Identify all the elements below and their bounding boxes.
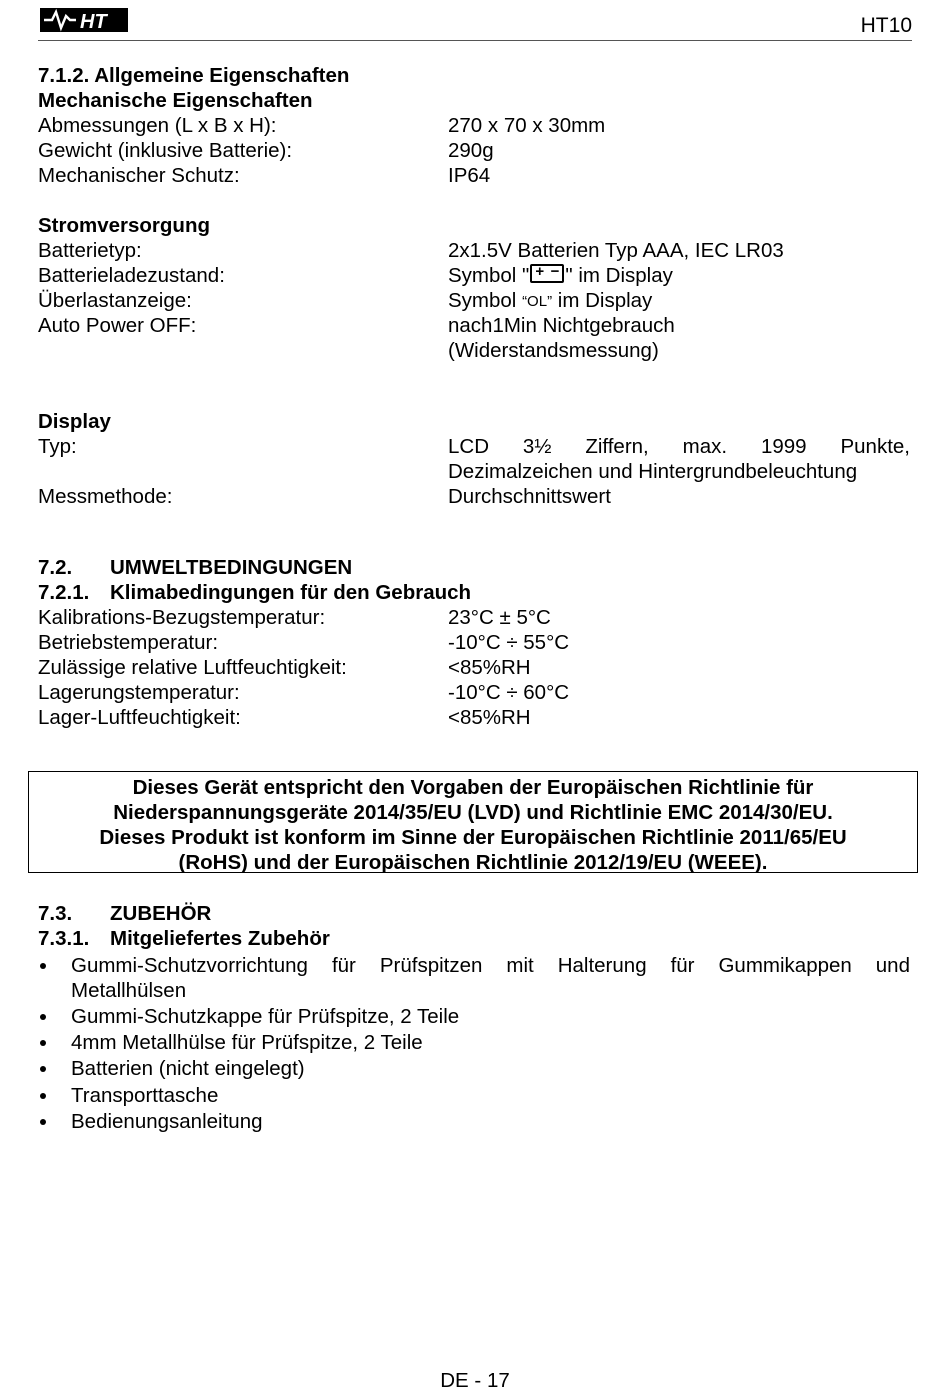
section-number: 7.2.	[38, 556, 73, 579]
list-item-text: Metallhülsen	[71, 979, 187, 1002]
section-title-text: Mitgeliefertes Zubehör	[110, 927, 330, 950]
spec-value: IP64	[448, 164, 491, 187]
notice-line: (RoHS) und der Europäischen Richtlinie 2012/19/EU (WEEE).	[178, 851, 768, 874]
section-number: 7.3.	[38, 902, 73, 925]
spec-value: -10°C ÷ 55°C	[448, 631, 570, 654]
spec-label: Mechanischer Schutz:	[38, 164, 240, 187]
spec-value: LCD 3½ Ziffern, max. 1999 Punkte,	[448, 435, 910, 458]
value-text: Symbol "	[448, 264, 530, 287]
battery-icon	[530, 264, 564, 283]
spec-label: Zulässige relative Luftfeuchtigkeit:	[38, 656, 347, 679]
section-title-text: UMWELTBEDINGUNGEN	[110, 556, 353, 579]
subsection-heading: Display	[38, 410, 111, 433]
section-title-text: Klimabedingungen für den Gebrauch	[110, 581, 472, 604]
section-title	[38, 555, 352, 580]
spec-label: Abmessungen (L x B x H):	[38, 114, 277, 137]
spec-label: Betriebstemperatur:	[38, 631, 219, 654]
spec-value	[448, 288, 652, 314]
subsection-title	[38, 580, 471, 605]
notice-line: Dieses Gerät entspricht den Vorgaben der Europäischen Richtlinie für	[132, 776, 814, 799]
list-item-text: Gummi-Schutzvorrichtung für Prüfspitzen mit Halterung für Gummikappen und	[71, 954, 910, 977]
document-code: HT10	[860, 14, 912, 37]
spec-label: Überlastanzeige:	[38, 289, 192, 312]
list-item-text: Bedienungsanleitung	[71, 1110, 263, 1133]
spec-label: Auto Power OFF:	[38, 314, 197, 337]
page-number: DE - 17	[440, 1369, 510, 1392]
spec-label: Kalibrations-Bezugstemperatur:	[38, 606, 326, 629]
spec-label: Messmethode:	[38, 485, 173, 508]
spec-value: -10°C ÷ 60°C	[448, 681, 570, 704]
spec-value	[448, 263, 673, 288]
spec-value-continued: Dezimalzeichen und Hintergrundbeleuchtung	[448, 460, 858, 483]
ol-symbol: “OL”	[522, 293, 553, 310]
section-number: 7.2.1.	[38, 581, 90, 604]
notice-line: Niederspannungsgeräte 2014/35/EU (LVD) und Richtlinie EMC 2014/30/EU.	[113, 801, 833, 824]
section-number: 7.3.1.	[38, 927, 90, 950]
value-text: im Display	[552, 289, 653, 312]
notice-line: Dieses Produkt ist konform im Sinne der Europäischen Richtlinie 2011/65/EU	[99, 826, 847, 849]
list-item-text: Transporttasche	[71, 1084, 219, 1107]
section-title: 7.1.2. Allgemeine Eigenschaften	[38, 64, 350, 87]
spec-value: <85%RH	[448, 706, 531, 729]
spec-value: Durchschnittswert	[448, 485, 611, 508]
value-text: Symbol	[448, 289, 523, 312]
spec-value: <85%RH	[448, 656, 531, 679]
value-text: " im Display	[565, 264, 673, 287]
subsection-title	[38, 926, 330, 951]
spec-value: nach1Min Nichtgebrauch	[448, 314, 675, 337]
subsection-heading: Stromversorgung	[38, 214, 210, 237]
list-item-text: Gummi-Schutzkappe für Prüfspitze, 2 Teile	[71, 1005, 460, 1028]
compliance-notice	[28, 771, 918, 873]
spec-value: 23°C ± 5°C	[448, 606, 551, 629]
spec-label: Lager-Luftfeuchtigkeit:	[38, 706, 241, 729]
spec-value-continued: (Widerstandsmessung)	[448, 339, 659, 362]
header-divider	[38, 40, 912, 41]
section-title-text: ZUBEHÖR	[110, 902, 212, 925]
spec-label: Batterieladezustand:	[38, 264, 225, 287]
spec-label: Lagerungstemperatur:	[38, 681, 240, 704]
section-title	[38, 901, 211, 926]
list-item-text: 4mm Metallhülse für Prüfspitze, 2 Teile	[71, 1031, 423, 1054]
spec-label: Typ:	[38, 435, 77, 458]
spec-value: 290g	[448, 139, 494, 162]
ht-logo	[40, 4, 128, 34]
list-item-text: Batterien (nicht eingelegt)	[71, 1057, 305, 1080]
subsection-heading: Mechanische Eigenschaften	[38, 89, 313, 112]
spec-value: 270 x 70 x 30mm	[448, 114, 606, 137]
spec-label: Gewicht (inklusive Batterie):	[38, 139, 293, 162]
spec-value: 2x1.5V Batterien Typ AAA, IEC LR03	[448, 239, 784, 262]
logo-text: HT	[80, 11, 107, 33]
spec-label: Batterietyp:	[38, 239, 142, 262]
